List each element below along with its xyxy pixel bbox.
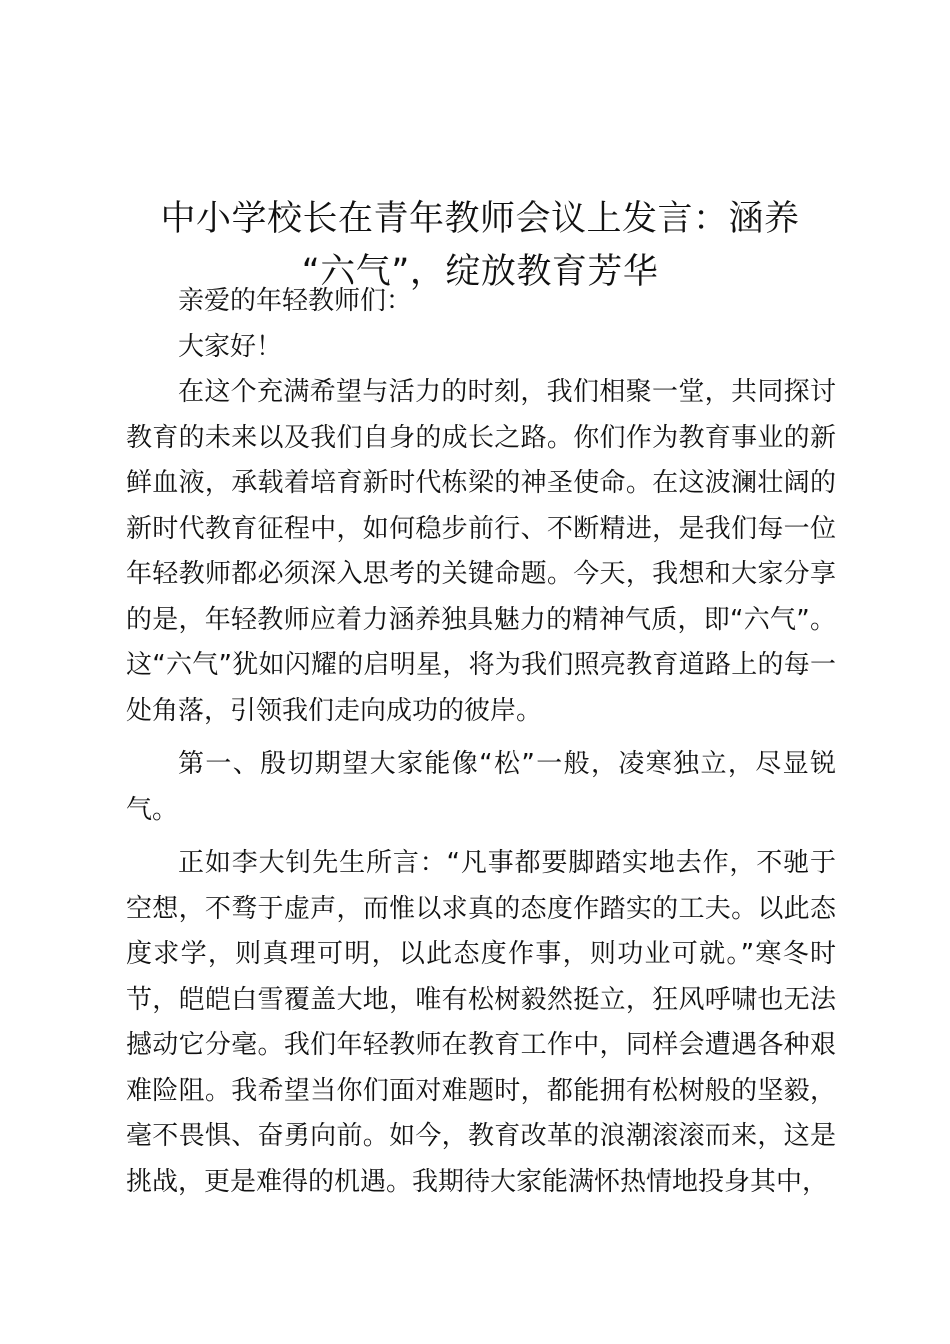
paragraph-intro: 在这个充满希望与活力的时刻，我们相聚一堂，共同探讨教育的未来以及我们自身的成长之路。你们作为教育事业的新鲜血液，承载着培育新时代栋梁的神圣使命。在这波澜壮阔的新时代教育征程中，如何稳步前行、不断精进，是我们每一位年轻教师都必须深入思考的关键命题。今天，我想和大家分享的是，年轻教师应着力涵养独具魅力的精神气质，即“六气”。这“六气”犹如闪耀的启明星，将为我们照亮教育道路上的每一处角落，引领我们走向成功的彼岸。: [126, 377, 836, 726]
greeting: 大家好！: [178, 331, 283, 362]
paragraph-pine-quote: 正如李大钊先生所言：“凡事都要脚踏实地去作，不驰于空想，不骛于虚声，而惟以求真的态度作踏实的工夫。以此态度求学，则真理可明，以此态度作事，则功业可就。”寒冬时节，皑皑白雪覆盖大地，唯有松树毅然挺立，狂风呼啸也无法撼动它分毫。我们年轻教师在教育工作中，同样会遭遇各种艰难险阻。我希望当你们面对难题时，都能拥有松树般的坚毅，毫不畏惧、奋勇向前。如今，教育改革的浪潮滚滚而来，这是挑战，更是难得的机遇。我期待大家能满怀热情地投身其中，: [126, 848, 836, 1197]
paragraph-point-one: 第一、殷切期望大家能像“松”一般，凌寒独立，尽显锐气。: [126, 749, 836, 825]
title-line-2: “六气”，绽放教育芳华: [301, 252, 659, 293]
salutation: 亲爱的年轻教师们：: [178, 286, 413, 316]
title-line-1: 中小学校长在青年教师会议上发言：涵养: [160, 199, 800, 240]
document-body: [126, 279, 836, 1205]
